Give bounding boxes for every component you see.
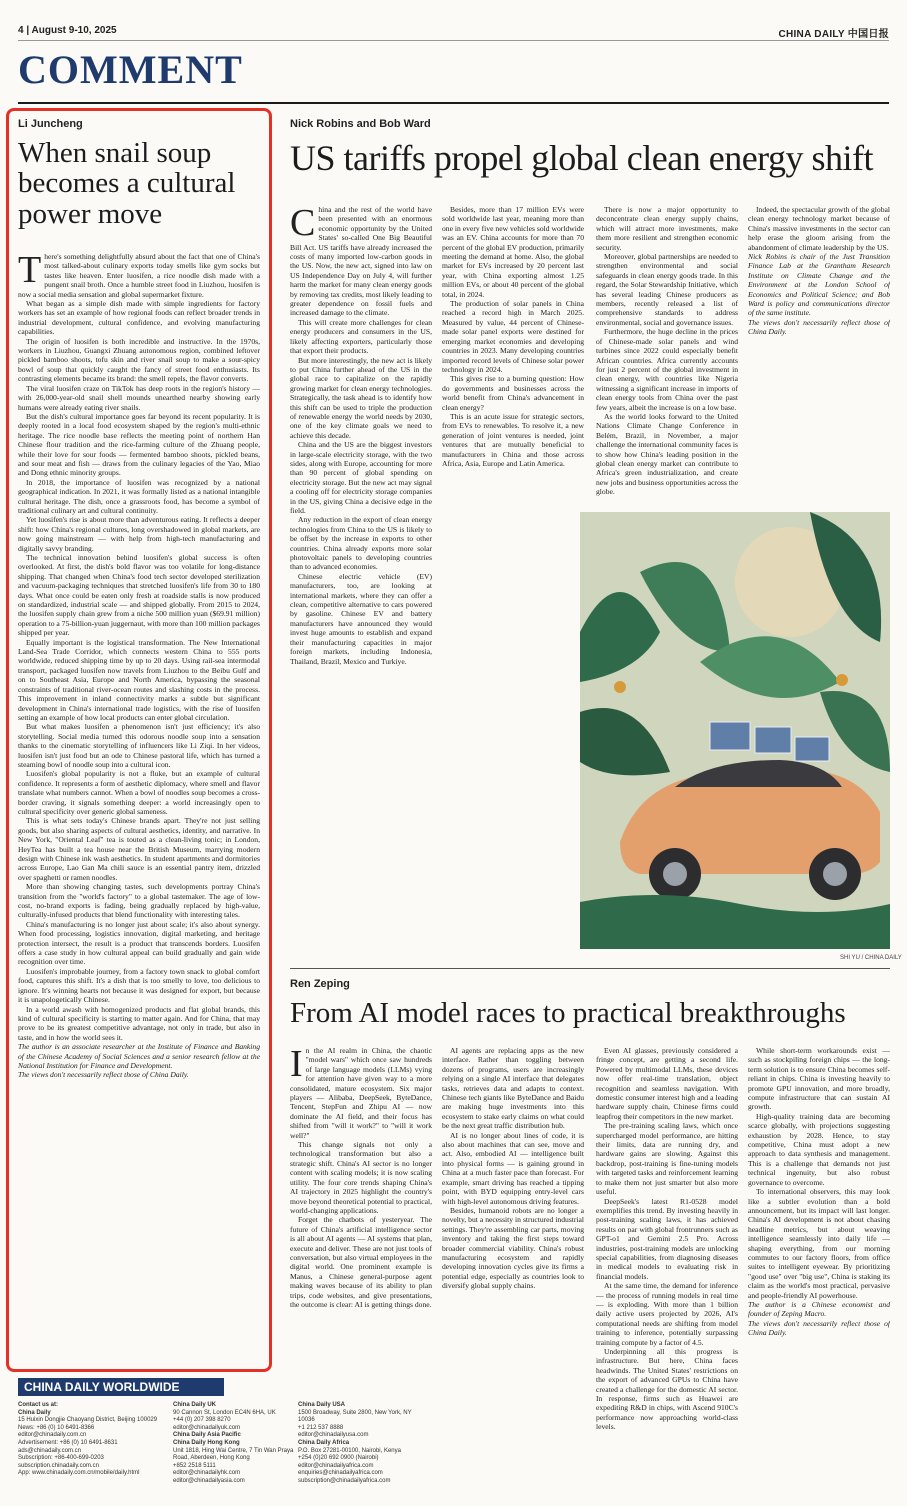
footer-line[interactable]: subscription@chinadailyafrica.com: [298, 1477, 391, 1484]
footer-line[interactable]: editor@chinadaily.com.cn: [18, 1432, 87, 1439]
article1-body: [18, 252, 260, 1080]
footer-title: CHINA DAILY WORLDWIDE: [18, 1378, 224, 1396]
article-paragraph: [290, 205, 432, 318]
article-paragraph: Forget the chatbots of yesteryear. The future of China's artificial intelligence sector is all about AI agents — AI systems that plan, execute and deliver. These are not just tools of conversation, but also virtual employees in the digital world. One prominent example is Manus, a Chinese general-purpose agent making waves because of its ability to plan trips, code websites, and give presentations, the outcome is clear: AI is getting things done.: [290, 1215, 432, 1309]
article-paragraph: In 2018, the importance of luosifen was recognized by a national geographical indication. In 2021, it was formally listed as a national intangible cultural heritage. The dish, once a grassroots food, has become a symbol of traditional culinary art and cultural continuity.: [18, 477, 260, 515]
footer-line[interactable]: editor@chinadailyasia.com: [173, 1477, 245, 1484]
page-info: 4 | August 9-10, 2025: [18, 25, 117, 36]
article-paragraph: To international observers, this may look like a subtler evolution than a bold announcement, but its impact will last longer. China's AI development is not about chasing headline metrics, but about weaving intelligence seamlessly into daily life — shaping everything, from our morning commutes to our factory floors, from office suites to intelligent eyewear. By prioritizing "good use" over "big use", China is staking its claim as the world's most practical, pervasive and people-friendly AI powerhouse.: [748, 1187, 890, 1300]
article-paragraph: Luosifen's global popularity is not a fluke, but an example of cultural confidence. It represents a form of aesthetic diplomacy, where smell and flavor translate what numbers cannot. When a bowl of noodles soup becomes a cross-border craving, it signals something deeper: a world increasingly open to cultural specificity over generic global sameness.: [18, 769, 260, 816]
article3-headline: From AI model races to practical breakthroughs: [290, 997, 846, 1029]
footer-line: China Daily Asia Pacific: [173, 1432, 241, 1439]
article-paragraph: This gives rise to a burning question: How do governments and businesses across the world benefit from China's advancement in clean energy?: [442, 374, 584, 412]
article-separator: [290, 968, 890, 969]
footer-line: China Daily Africa: [298, 1439, 350, 1446]
footer-line: Contact us at:: [18, 1402, 59, 1408]
article-note: The views don't necessarily reflect those of China Daily.: [18, 1070, 189, 1080]
article-note: The views don't necessarily reflect those of China Daily.: [748, 317, 890, 337]
article-paragraph: The pre-training scaling laws, which once supercharged model performance, are hitting their limits, data are running dry, and hardware gains are slowing. Against this backdrop, post-training is fine-tuning models with targeted tasks and reinforcement learning to make them not just smarter but also more useful.: [596, 1121, 738, 1197]
footer-line: +254 (0)20 692 0900 (Nairobi): [298, 1455, 379, 1462]
footer-contact-column: [18, 1402, 158, 1478]
footer-line[interactable]: editor@chinadailyusa.com: [298, 1432, 369, 1439]
footer-line[interactable]: subscription.chinadaily.com.cn: [18, 1462, 99, 1469]
article-paragraph: In a world awash with homogenized products and flat global brands, this kind of cultural specificity is starting to matter again. And for China, that may prove to be its greatest competitive advantage, not only in trade, but also in taste, and in how the world sees it.: [18, 1004, 260, 1042]
drop-cap: I: [290, 1046, 303, 1085]
footer-line: P.O. Box 27281-00100, Nairobi, Kenya: [298, 1447, 401, 1454]
footer-line: +1 212 537 8888: [298, 1424, 344, 1431]
footer-line: China Daily Hong Kong: [173, 1439, 240, 1446]
article-paragraph: Moreover, global partnerships are needed to strengthen environmental and social safeguards in clean energy goods trade. In this regard, the Solar Stewardship Initiative, which has several leading Chinese producers as members, recently released a list of comprehensive standards to address environmental, social and governance issues.: [596, 252, 738, 327]
footer-line: Advertisement: +86 (0) 10 6491-8631: [18, 1439, 118, 1446]
article-paragraph: Even AI glasses, previously considered a fringe concept, are getting a second life. Powered by multimodal LLMs, these devices now offer real-time translation, object recognition and seamless navigation. With domestic consumer interest high and a leading hardware supply chain, Chinese firms could leapfrog their competitors in the new market.: [596, 1046, 738, 1121]
footer-line: 90 Cannon St, London EC4N 6HA, UK: [173, 1409, 276, 1416]
article-paragraph: Yet luosifen's rise is about more than adventurous eating. It reflects a deeper shift: how China's regional cultures, long overshadowed in global markets, are now going mainstream — with help from high-tech manufacturing and digitally savvy branding.: [18, 515, 260, 553]
article2-column-1: [290, 205, 432, 666]
footer-line: Subscription: +86-400-699-0203: [18, 1455, 104, 1462]
article-paragraph: What began as a simple dish made with simple ingredients for factory workers has set an example of how regional foods can reflect broader trends in industrial development, cultural confidence, and evolving manufacturing capabilities.: [18, 299, 260, 337]
article-note: The views don't necessarily reflect those of China Daily.: [748, 1318, 890, 1338]
footer-line: China Daily USA: [298, 1402, 346, 1408]
drop-cap-rest: hina and the rest of the world have been presented with an enormous economic opportunity by the United States' so-called One Big Beautiful Bill Act. US tariffs have already increased the costs of many imported low-carbon goods in the US. Now, the new act, signed into law on US Independence Day on July 4, will further harm the market for many clean energy goods by removing tax credits, most likely leading to greater dependence on fossil fuels and increased damage to the climate.: [290, 205, 432, 318]
article2-column-3: [596, 205, 738, 497]
footer-line: China Daily UK: [173, 1402, 217, 1408]
article-paragraph: Besides, more than 17 million EVs were sold worldwide last year, meaning more than one in every five new vehicles sold worldwide was an EV. China accounts for more than 70 percent of the global EV production, primarily meeting the demand at home. Also, the global market for EVs increased by 20 percent last year, with China exporting almost 1.25 million EVs, or about 40 percent of the global total, in 2024.: [442, 205, 584, 299]
article-paragraph: Luosifen's improbable journey, from a factory town snack to global comfort food, captures this shift. It's a dish that is too smelly to love, too delicious to ignore. It's winning hearts not because it was designed for export, but because it is unapologetically Chinese.: [18, 966, 260, 1005]
article-paragraph: Chinese electric vehicle (EV) manufacturers, too, are looking at international markets, where they can offer a clean, competitive alternative to cars powered by gasoline. Chinese EV and battery manufacturers have announced they would invest huge amounts to establish and expand their manufacturing capacities in major foreign markets, including Indonesia, Thailand, Brazil, Mexico and Turkiye.: [290, 571, 432, 666]
article-paragraph: This is an acute issue for strategic sectors, from EVs to renewables. To resolve it, a new generation of joint ventures is needed, joint ventures that are mutually beneficial to manufacturers in China and those across Africa, Asia, Europe and Latin America.: [442, 411, 584, 468]
footer-line: 1500 Broadway, Suite 2800, New York, NY 10036: [298, 1409, 412, 1424]
article-paragraph: Equally important is the logistical transformation. The New International Land-Sea Trade Corridor, which connects western China to 555 ports worldwide, reduced shipping time by up to 20 days. Using rail-sea intermodal transport, packaged luosifen now travels from Liuzhou to the Beibu Gulf and on to Southeast Asia, Europe and North America, bypassing the seasonal constraints of traditional river-ocean routes and slashing costs in the process. This improvement in inland connectivity marks a subtle but significant development in China's international trade logistics, with the rise of luosifen setting an example of how local products can enter global circulation.: [18, 637, 260, 722]
footer-uk-asia-column: [173, 1402, 303, 1486]
section-title: COMMENT: [18, 47, 243, 92]
footer-line: +44 (0) 207 398 8270: [173, 1417, 231, 1424]
footer: [18, 1378, 888, 1490]
article-paragraph: China and the US are the biggest investors in large-scale electricity storage, with the two sides, along with Europe, accounting for more than 90 percent of global spending on electricity storage. But the new act may signal a cooling off for electricity storage companies in the US, giving China a decisive edge in the field.: [290, 440, 432, 515]
article-paragraph: Furthermore, the huge decline in the prices of Chinese-made solar panels and wind turbines since 2022 could especially benefit African countries. Africa currently accounts for just 2 percent of the global investment in clean energy, with countries like Nigeria witnessing a significant increase in imports of clean energy tools from China over the past few years, albeit the increase is on a low base.: [596, 327, 738, 412]
article-paragraph: The production of solar panels in China reached a record high in March 2025. Measured by value, 44 percent of Chinese-made solar panel exports were destined for emerging market economies and developing countries in 2023. Many developing countries imported record levels of Chinese solar power technology in 2024.: [442, 299, 584, 374]
footer-line: News: +86 (0) 10 6491-8366: [18, 1424, 95, 1431]
article-note: The author is a Chinese economist and founder of Zeping Macro.: [748, 1299, 890, 1319]
article-paragraph: Besides, humanoid robots are no longer a novelty, but a necessity in structured industrial settings. They're assembling car parts, moving inventory and taking the first steps toward broader commercial viability. China's robust manufacturing ecosystem and rapidly developing innovation cycles give its firms a potential edge, especially as countries look to diversify global supply chains.: [442, 1205, 584, 1291]
article-paragraph: As the world looks forward to the United Nations Climate Change Conference in Belém, Brazil, in November, a major challenge the international community faces is to show how China's leading position in the global clean energy market can contribute to Africa's green industrialization, and create new jobs and business opportunities across the globe.: [596, 411, 738, 497]
footer-line[interactable]: ads@chinadaily.com.cn: [18, 1447, 82, 1454]
article-paragraph: Underpinning all this progress is infrastructure. But here, China faces headwinds. The United States' restrictions on the export of advanced GPUs to China have created a challenge for the domestic AI sector. In response, firms such as Huawei are expediting R&D in chips, with Ascend 910C's performance now approaching world-class levels.: [596, 1347, 738, 1432]
article3-column-1: [290, 1046, 432, 1309]
article-paragraph: DeepSeek's latest R1-0528 model exemplifies this trend. By investing heavily in post-training scaling laws, it has achieved results on par with global frontrunners such as GPT-o1 and Gemini 2.5 Pro. Across industries, post-training models are unlocking special capabilities, from diagnosing diseases in medical models to evaluating risk in financial models.: [596, 1196, 738, 1281]
article3-column-3: [596, 1046, 738, 1432]
drop-cap: T: [18, 252, 42, 291]
article-paragraph: Indeed, the spectacular growth of the global clean energy technology market because of China's massive investments in the sector can help erase the gloom arising from the abandonment of climate leadership by the US.: [748, 205, 890, 252]
article-paragraph: High-quality training data are becoming scarce globally, with projections suggesting exhaustion by 2028. Hence, to stay competitive, China must adopt a new approach to data synthesis and management. This is a challenge that demands not just technical ingenuity, but also robust governance to overcome.: [748, 1111, 890, 1187]
page-header: [18, 22, 889, 41]
article-paragraph: This will create more challenges for clean energy producers and consumers in the US, likely affecting exporters, particularly those that export their products.: [290, 317, 432, 356]
article-paragraph: China's manufacturing is no longer just about scale; it's also about synergy. When food processing, logistics innovation, digital marketing, and heritage protection intersect, the result is a product that transcends borders. Luosifen offers a case study in how cultural appeal can build gradually and gain wide recognition over time.: [18, 919, 260, 967]
article3-byline: Ren Zeping: [290, 978, 350, 990]
footer-line[interactable]: App: www.chinadaily.com.cn/mobile/daily.html: [18, 1470, 140, 1477]
illustration-svg: [580, 512, 890, 949]
article-paragraph: But what makes luosifen a phenomenon isn't just efficiency; it's also storytelling. Social media turned this odorous noodle soup into a sensation thanks to the cinematic storytelling of influencers like Li Ziqi. In her videos, luosifen isn't just food but an ode to Chinese pastoral life, which has turned a steaming bowl of noodle soup into a cultural icon.: [18, 722, 260, 769]
article-paragraph: The technical innovation behind luosifen's global success is often overlooked. At first, the dish's bold flavor was too volatile for long-distance shipping. That changed when China's food tech sector developed sterilization and vacuum-packaging techniques that stretched luosifen's life from 30 to 180 days. What once could be eaten only fresh at roadside stalls is now produced on standardized, industrial scale — and shipped globally. From 2015 to 2024, the luosifen supply chain grew from a niche 500 million yuan ($69.91 million) operation to a 75-billion-yuan juggernaut, with more than 100 million packages shipped per year.: [18, 553, 260, 638]
article3-column-2: [442, 1046, 584, 1291]
article1-headline: When snail soup becomes a cultural power move: [18, 137, 236, 230]
article-paragraph: The viral luosifen craze on TikTok has deep roots in the region's history — with 26,000-year-old snail shell mounds unearthed nearby showing early humans were already eating river snails.: [18, 383, 260, 412]
article-paragraph: [290, 1046, 432, 1140]
footer-line[interactable]: editor@chinadailyafrica.com: [298, 1462, 374, 1469]
article-paragraph: There is now a major opportunity to deconcentrate clean energy supply chains, which will attract more investments, make them more resilient and strengthen economic security.: [596, 205, 738, 252]
footer-line[interactable]: editor@chinadailyuk.com: [173, 1424, 241, 1431]
clean-energy-illustration: [580, 512, 890, 949]
article-paragraph: More than showing changing tastes, such developments portray China's transition from the "world's factory" to a global tastemaker. The age of low-cost, no-brand exports is fading, being gradually replaced by high-value, culturally-infused products that blend functionality with interesting tales.: [18, 882, 260, 920]
illustration-credit: SHI YU / CHINA DAILY: [840, 955, 902, 961]
section-rule: [18, 102, 889, 104]
article1-byline: Li Juncheng: [18, 118, 83, 130]
article-note: Nick Robins is chair of the Just Transition Finance Lab at the Grantham Research Institute on Climate Change and the Environment at the London School of Economics and Political Science; and Bob Ward is policy and communications director of the same institute.: [748, 252, 890, 318]
article-paragraph: This is what sets today's Chinese brands apart. They're not just selling goods, but also sharing aspects of cultural aesthetics, identity, and narrative. In New York, "Oriental Leaf" tea is touted as a clean-living tonic; in London, HeyTea has built a tea house near the British Museum, marrying modern design with Chinese ink wash aesthetics. In student apartments and dormitories across Europe, Lao Gan Ma chili sauce is an essential pantry item, drizzled over spaghetti or ramen noodles.: [18, 816, 260, 882]
drop-cap-rest: n the AI realm in China, the chaotic "model wars" which once saw hundreds of large language models (LLMs) vying for attention have given way to a more consolidated, mature ecosystem. Six major players — Alibaba, DeepSeek, ByteDance, Tencent, StepFun and Zhipu AI — now dominate the AI field, and their focus has shifted from "will it work?" to "will it work well?": [290, 1046, 432, 1140]
article2-headline: US tariffs propel global clean energy shift: [290, 138, 874, 178]
paper-name: CHINA DAILY 中国日报: [778, 29, 889, 40]
footer-line: 15 Huixin Dongjie Chaoyang District, Beijing 100029: [18, 1417, 158, 1424]
article-paragraph: [18, 252, 260, 299]
footer-line: Unit 1818, Hing Wai Centre, 7 Tin Wan Praya Road, Aberdeen, Hong Kong: [173, 1447, 294, 1462]
article-paragraph: AI is no longer about lines of code, it is also about machines that can see, move and act. Also, embodied AI — intelligence built into physical forms — is gaining ground in China at a much faster pace than forecast. For example, smart driving has reached a tipping point, with BYD equipping entry-level cars with high-level autonomous driving features.: [442, 1130, 584, 1206]
article3-column-4: [748, 1046, 890, 1338]
article-paragraph: Any reduction in the export of clean energy technologies from China to the US is likely to be offset by the increase in exports to other countries. China already exports more solar photovoltaic panels to developing countries than to advanced economies.: [290, 515, 432, 572]
article-note: The author is an associate researcher at the Institute of Finance and Banking of the Chinese Academy of Social Sciences and a senior research fellow at the National Institution for Finance and Development.: [18, 1042, 260, 1070]
article-paragraph: AI agents are replacing apps as the new interface. Rather than toggling between dozens of programs, users are increasingly relying on a single AI interface that delegates tasks, retrieves data and adapts to context. Chinese tech giants like ByteDance and Baidu are making huge investments into this ecosystem to stake early claims on what could be the next great traffic distribution hub.: [442, 1046, 584, 1131]
footer-usa-africa-column: [298, 1402, 428, 1486]
article2-column-4: [748, 205, 890, 337]
article-paragraph: At the same time, the demand for inference — the process of running models in real time — is exploding. With more than 1 billion daily active users projected by 2026, AI's computational needs are shifting from model training to inference, potentially surpassing training compute by a factor of 4.5.: [596, 1281, 738, 1347]
bird-shape: [614, 681, 626, 693]
article-paragraph: But more interestingly, the new act is likely to put China further ahead of the US in the global race to capitalize on the rapidly growing market for clean energy technologies. Strategically, the task ahead is to identify how this shift can be used to triple the production of renewable energy the world needs by 2030, one of the key climate goals we need to achieve this decade.: [290, 355, 432, 440]
footer-line[interactable]: editor@chinadailyhk.com: [173, 1470, 241, 1477]
article-paragraph: While short-term workarounds exist — such as stockpiling foreign chips — the long-term solution is to ensure China becomes self-reliant in chips. China is investing heavily to promote GPU innovation, and more broadly, compute infrastructure that can sustain AI growth.: [748, 1046, 890, 1112]
footer-line: China Daily: [18, 1409, 51, 1416]
article-paragraph: The origin of luosifen is both incredible and instructive. In the 1970s, workers in Liuzhou, Guangxi Zhuang autonomous region, combined leftover pickled bamboo shoots, tofu skin and river snail soup to make a sour-spicy bowl of soup that quickly caught the fancy of street food enthusiasts. Its contrasting elements became its brand: the smell repels, the flavor converts.: [18, 336, 260, 384]
article2-byline: Nick Robins and Bob Ward: [290, 118, 431, 130]
drop-cap-rest: here's something delightfully absurd about the fact that one of China's most talked-about culinary exports today smells like gym socks but tastes like heaven. Enter luosifen, a rice noodle dish made with a pungent snail broth. Once a humble street food in Liuzhou, luosifen is now a social media sensation and global supermarket fixture.: [18, 252, 260, 299]
article-paragraph: This change signals not only a technological transformation but also a strategic shift. China's AI sector is no longer content with scaling models; it is now scaling utility. The four core trends shaping China's AI trajectory in 2025 highlight the country's move beyond theoretical potential to practical, world-changing applications.: [290, 1140, 432, 1215]
article2-column-2: [442, 205, 584, 468]
footer-line: +852 2518 5111: [173, 1462, 216, 1469]
bird-shape: [836, 674, 848, 686]
footer-line[interactable]: enquiries@chinadailyafrica.com: [298, 1470, 383, 1477]
article-paragraph: But the dish's cultural importance goes far beyond its recent popularity. It is deeply rooted in a local food ecosystem shaped by the region's multi-ethnic heritage. The rice noodle base reflects the meeting point of northern Han Chinese flour tradition and the rice-farming culture of the Zhuang people, while their love for sour foods — fermented bamboo shoots, pickled beans, and sour meat and fish — draws from the culinary legacies of the Yao, Miao and Dong ethnic minority groups.: [18, 411, 260, 478]
drop-cap: C: [290, 205, 316, 244]
